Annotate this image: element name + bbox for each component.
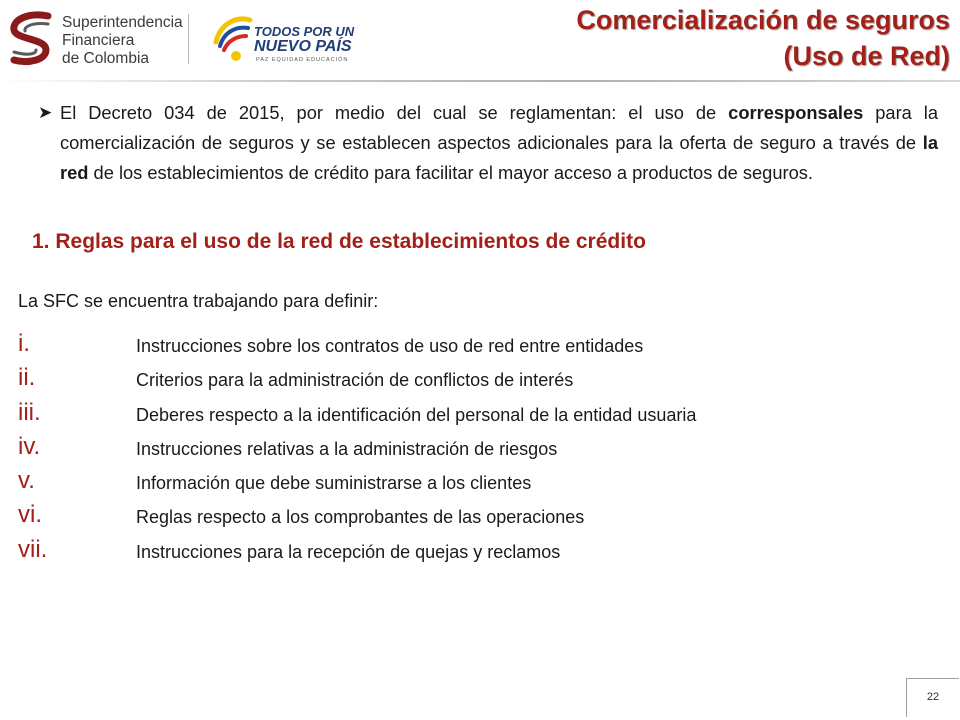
gov-logo-line1: TODOS POR UN <box>254 24 355 39</box>
intro-bold-corresponsales: corresponsales <box>728 102 864 123</box>
list-item-numeral: i. <box>18 330 30 357</box>
gov-logo-line2: NUEVO PAÍS <box>254 38 352 55</box>
roman-numeral-list <box>18 330 918 570</box>
sfc-logo-line3: de Colombia <box>62 50 150 67</box>
sfc-emblem-icon <box>8 10 54 68</box>
lead-text: La SFC se encuentra trabajando para definir: <box>18 291 379 311</box>
page-number-box <box>906 678 959 717</box>
list-item-text: Instrucciones relativas a la administración de riesgos <box>136 438 558 459</box>
logo-divider <box>188 14 189 64</box>
list-item-numeral: vi. <box>18 501 42 529</box>
list-item <box>18 536 918 570</box>
sfc-logo-line1: Superintendencia <box>62 14 183 31</box>
list-item <box>18 433 918 467</box>
slide-title-line2: (Uso de Red) <box>783 41 950 71</box>
section-heading: 1. Reglas para el uso de la red de establecimientos de crédito <box>32 230 646 253</box>
slide-title-line1: Comercialización de seguros <box>576 5 950 35</box>
sfc-logo-text <box>62 14 183 68</box>
list-item-numeral: vii. <box>18 535 48 563</box>
list-item-numeral: v. <box>18 467 35 495</box>
arrow-bullet-icon: ➤ <box>38 103 53 122</box>
gov-logo-tagline: PAZ EQUIDAD EDUCACIÓN <box>256 57 349 63</box>
intro-bullet <box>38 98 938 188</box>
list-item <box>18 399 918 433</box>
list-item-text: Instrucciones para la recepción de quejas y reclamos <box>136 541 561 562</box>
slide-title <box>576 2 950 74</box>
colombia-emblem-icon <box>210 12 256 68</box>
intro-text-part3: de los establecimientos de crédito para facilitar el mayor acceso a productos de seguros. <box>88 162 813 183</box>
list-item-text: Instrucciones sobre los contratos de uso de red entre entidades <box>136 336 644 356</box>
list-item-text: Información que debe suministrarse a los clientes <box>136 473 532 494</box>
list-item-text: Reglas respecto a los comprobantes de las operaciones <box>136 507 585 528</box>
intro-bold-la-red: la red <box>60 132 938 183</box>
government-logo <box>210 12 355 68</box>
intro-paragraph <box>60 98 938 188</box>
page-number: 22 <box>926 691 940 703</box>
list-item <box>18 330 918 364</box>
list-item-numeral: iv. <box>18 432 41 460</box>
sfc-logo-line2: Financiera <box>62 32 135 49</box>
intro-text-part2: para la comercialización de seguros y se establecen aspectos adicionales para la oferta de seguro a través de <box>60 102 939 153</box>
list-item <box>18 467 918 501</box>
list-item-text: Deberes respecto a la identificación del personal de la entidad usuaria <box>136 404 697 425</box>
intro-text-part1: El Decreto 034 de 2015, por medio del cual se reglamentan: el uso de <box>60 102 729 123</box>
slide-header <box>0 0 960 82</box>
list-item-numeral: iii. <box>18 398 41 426</box>
list-item-text: Criterios para la administración de conflictos de interés <box>136 370 574 391</box>
sfc-logo <box>8 10 182 70</box>
list-item-numeral: ii. <box>18 364 36 392</box>
list-item <box>18 364 918 398</box>
list-item <box>18 501 918 535</box>
header-divider <box>0 80 960 82</box>
